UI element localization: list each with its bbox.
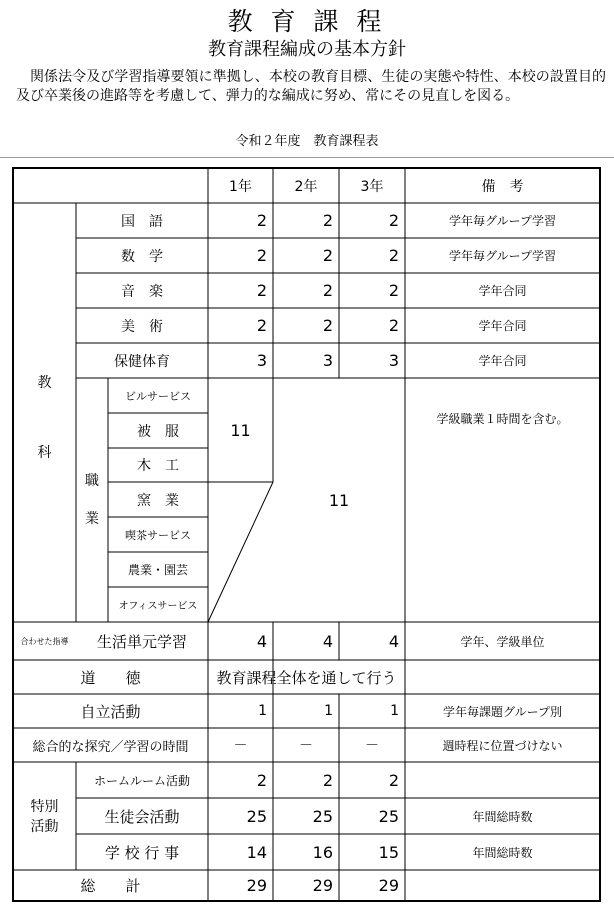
cell-y3: 29 [378, 876, 399, 895]
cell-y1: 2 [256, 770, 267, 790]
cell-y3: 3 [388, 351, 399, 370]
cell-note: 学年合同 [478, 354, 527, 368]
group-label-combined: 合わせた指導 [20, 636, 69, 646]
cell-y3: 25 [378, 806, 399, 826]
cell-y2: 2 [322, 211, 333, 230]
cell-y2: 16 [312, 842, 333, 862]
subject-name: 国 語 [121, 213, 163, 230]
group-label-special [13, 795, 76, 837]
header-year2: 2年 [294, 178, 318, 195]
subject-name: 総合的な探究／学習の時間 [32, 739, 189, 755]
cell-y1: 2 [256, 246, 267, 265]
group-label-shokugyo [76, 470, 108, 528]
subject-name: 生活単元学習 [96, 632, 187, 651]
cell-y2: 2 [322, 316, 333, 335]
vocational-year1-hours: 11 [230, 421, 251, 440]
subject-name: ホームルーム活動 [93, 773, 190, 788]
subject-name: 美 術 [121, 318, 163, 335]
vocational-item: 窯 業 [137, 492, 179, 509]
cell-y2: 29 [312, 876, 333, 895]
cell-note: 学年毎グループ学習 [448, 249, 557, 263]
intro-paragraph: 関係法令及び学習指導要領に準拠し、本校の教育目標、生徒の実態や特性、本校の設置目的及び卒業後の進路等を考慮して、弾力的な編成に努め、常にその見直しを図る。 [16, 69, 606, 104]
cell-y2: 4 [322, 631, 333, 651]
vocational-item: 被 服 [137, 423, 179, 440]
vocational-item: 喫茶サービス [125, 528, 191, 542]
cell-y1: 2 [256, 281, 267, 300]
cell-y1: 25 [246, 806, 267, 826]
cell-y1: 3 [256, 351, 267, 370]
subject-name: 生徒会活動 [104, 807, 180, 826]
cell-note: 学年毎グループ学習 [448, 214, 557, 228]
vocational-item: 農業・園芸 [127, 563, 188, 577]
header-year3: 3年 [360, 178, 384, 195]
cell-y2: 3 [322, 351, 333, 370]
subject-name: 自立活動 [80, 702, 141, 721]
vocational-item: オフィスサービス [118, 601, 198, 612]
subject-name: 数 学 [121, 248, 163, 265]
subject-name: 道 徳 [80, 668, 141, 687]
vocational-note: 学級職業１時間を含む。 [436, 411, 569, 426]
group-label-kyouka [13, 372, 76, 462]
cell-y3: 1 [390, 703, 399, 719]
vocational-item: 木 工 [137, 458, 179, 474]
cell-y3: 2 [388, 211, 399, 230]
cell-note: 学年合同 [478, 319, 527, 333]
subject-name: 保健体育 [114, 353, 170, 370]
subject-name: 学 校 行 事 [104, 843, 180, 862]
cell-note: 学年毎課題グループ別 [442, 704, 563, 719]
cell-note [405, 762, 600, 798]
cell-y3: 15 [378, 842, 399, 862]
group-label-char: 職 [85, 473, 99, 489]
cell-y3: 2 [388, 246, 399, 265]
cell-y3: － [365, 738, 379, 754]
vocational-item: ビルサービス [125, 389, 191, 403]
cell-note: 年間総時数 [472, 809, 533, 824]
cell-y3: 2 [388, 770, 399, 790]
group-label-line: 特別 [30, 799, 59, 815]
total-label: 総 計 [80, 877, 141, 895]
cell-note: 学年、学級単位 [460, 634, 545, 649]
cell-y1: 4 [256, 631, 267, 651]
cell-y3: 4 [388, 631, 399, 651]
page-title: 教 育 課 程 [227, 7, 387, 36]
cell-y1: － [233, 738, 248, 754]
cell-y1: 2 [256, 316, 267, 335]
vocational-year23-hours: 11 [328, 490, 350, 510]
table-caption: 令和２年度 教育課程表 [235, 134, 379, 149]
cell-y1: 2 [256, 211, 267, 230]
cell-y2: 2 [322, 281, 333, 300]
group-label-line: 活動 [30, 819, 59, 835]
cell-y2: 25 [312, 806, 333, 826]
cell-y1: 29 [246, 876, 267, 895]
header-notes: 備 考 [481, 178, 524, 195]
subject-name: 音 楽 [121, 283, 163, 300]
cell-note: 年間総時数 [472, 845, 533, 860]
page-subtitle: 教育課程編成の基本方針 [208, 39, 406, 60]
moral-value: 教育課程全体を通して行う [216, 668, 397, 687]
group-label-char: 業 [85, 511, 99, 527]
cell-y3: 2 [388, 281, 399, 300]
cell-y2: 1 [324, 703, 333, 719]
cell-y1: 1 [258, 703, 267, 719]
cell-y2: － [299, 738, 313, 754]
cell-note: 週時程に位置づけない [442, 738, 563, 753]
group-label-char: 教 [37, 375, 52, 391]
cell-y3: 2 [388, 316, 399, 335]
header-year1: 1年 [229, 178, 252, 195]
cell-note: 学年合同 [478, 284, 527, 298]
cell-y1: 14 [246, 842, 267, 862]
cell-y2: 2 [322, 770, 333, 790]
cell-y2: 2 [322, 246, 333, 265]
group-label-char: 科 [37, 445, 52, 461]
